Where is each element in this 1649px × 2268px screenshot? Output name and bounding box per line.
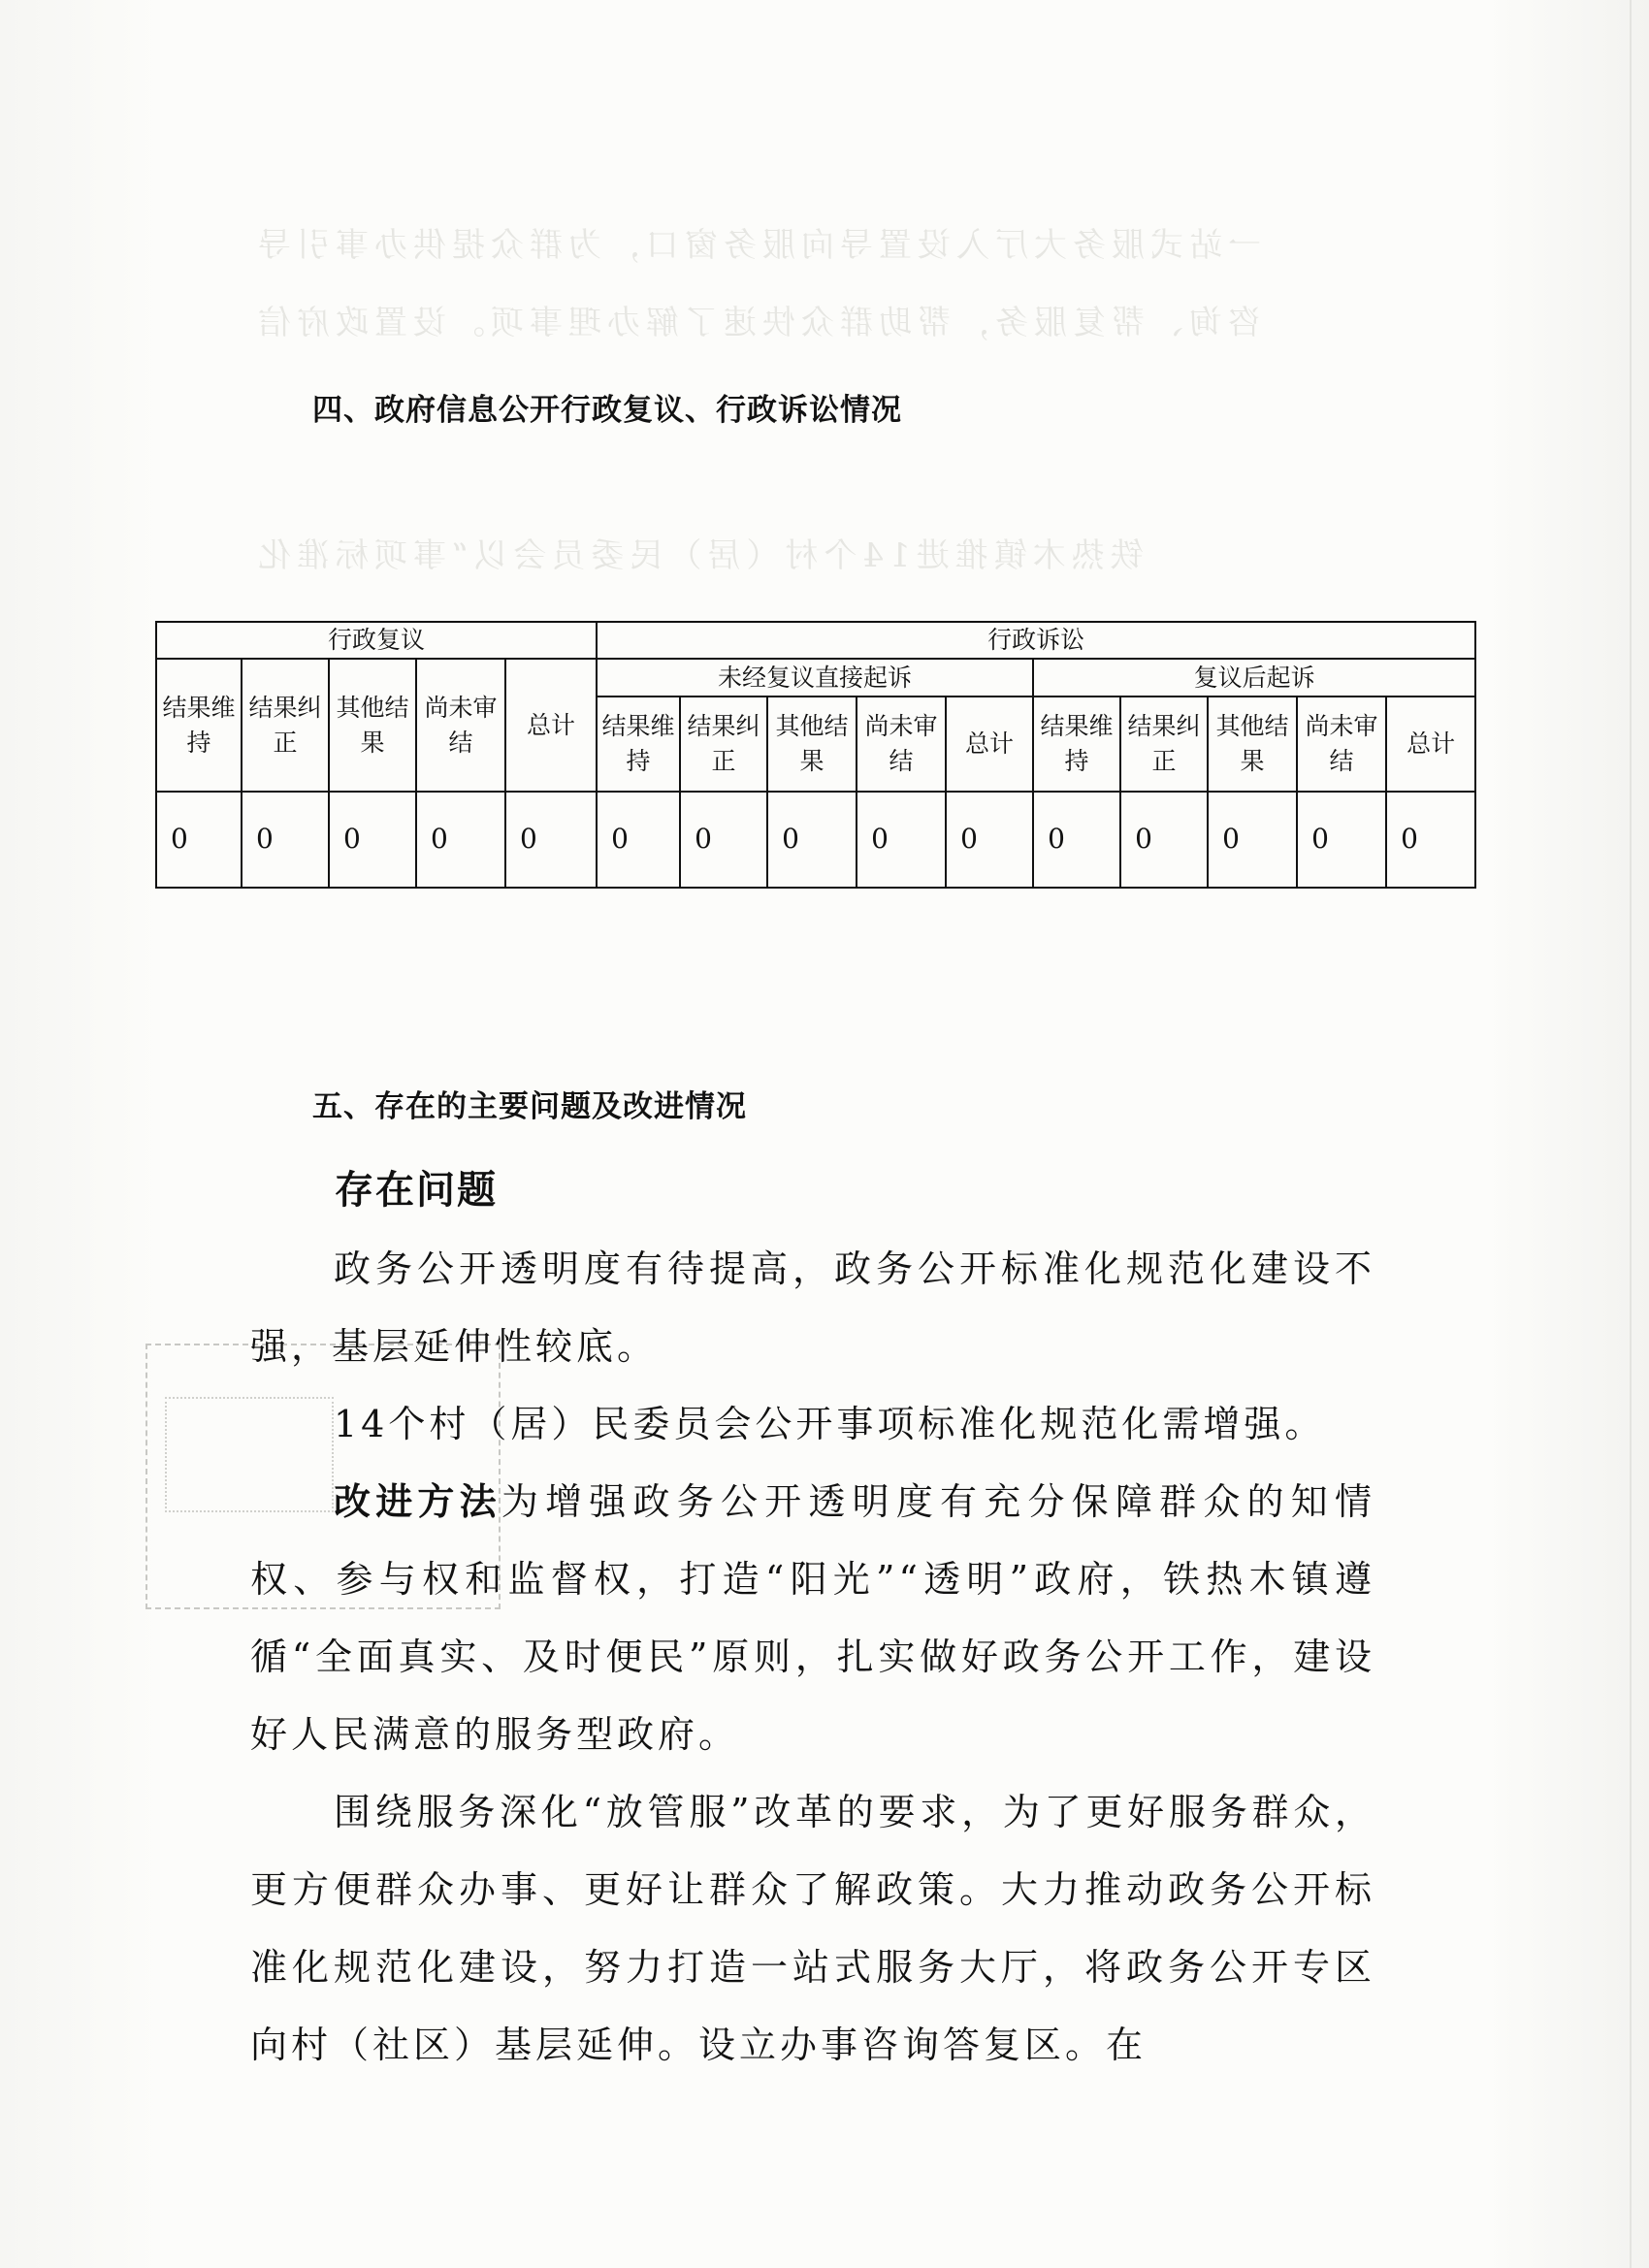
direct-corrected-header: 结果纠正 xyxy=(680,697,767,793)
review-corrected-header: 结果纠正 xyxy=(242,659,329,792)
table-cell: 0 xyxy=(1386,792,1475,888)
direct-total-header: 总计 xyxy=(946,697,1033,793)
after-total-header: 总计 xyxy=(1386,697,1475,793)
table-cell: 0 xyxy=(156,792,242,888)
paragraph-problem-2: 14个村（居）民委员会公开事项标准化规范化需增强。 xyxy=(334,1403,1326,1445)
paragraph-problem-1: 政务公开透明度有待提高，政务公开标准化规范化建设不强，基层延伸性较底。 xyxy=(250,1247,1375,1368)
paragraph-improvement xyxy=(250,1463,1375,1773)
table-cell: 0 xyxy=(1033,792,1120,888)
admin-litigation-header: 行政诉讼 xyxy=(597,622,1475,659)
after-pending-header: 尚未审结 xyxy=(1297,697,1386,793)
problems-subheading: 存在问题 xyxy=(335,1168,498,1213)
review-other-header: 其他结果 xyxy=(329,659,416,792)
improvement-lead: 改进方法 xyxy=(334,1480,501,1523)
direct-pending-header: 尚未审结 xyxy=(857,697,946,793)
direct-other-header: 其他结果 xyxy=(767,697,857,793)
after-upheld-header: 结果维持 xyxy=(1033,697,1120,793)
table-cell: 0 xyxy=(680,792,767,888)
table-header-row-1 xyxy=(156,622,1475,659)
section-4-heading: 四、政府信息公开行政复议、行政诉讼情况 xyxy=(312,393,902,428)
table-cell: 0 xyxy=(946,792,1033,888)
direct-upheld-header: 结果维持 xyxy=(597,697,680,793)
table-cell: 0 xyxy=(416,792,505,888)
bleed-through-text: 一站式服务大厅入设置导向服务窗口，为群众提供办事引导 xyxy=(252,226,1261,265)
table-cell: 0 xyxy=(505,792,597,888)
table-cell: 0 xyxy=(329,792,416,888)
bleed-through-text: 铁热木镇推进14个村（居）民委员会以“事项标准化 xyxy=(252,536,1144,575)
table-cell: 0 xyxy=(857,792,946,888)
direct-suit-header: 未经复议直接起诉 xyxy=(597,659,1033,696)
table-cell: 0 xyxy=(1208,792,1297,888)
table-row xyxy=(156,792,1475,888)
review-pending-header: 尚未审结 xyxy=(416,659,505,792)
after-review-suit-header: 复议后起诉 xyxy=(1033,659,1475,696)
table-cell: 0 xyxy=(1120,792,1208,888)
after-corrected-header: 结果纠正 xyxy=(1120,697,1208,793)
table-header-row-2 xyxy=(156,659,1475,696)
page-edge xyxy=(1630,0,1632,2268)
table-cell: 0 xyxy=(767,792,857,888)
paragraph-service: 围绕服务深化“放管服”改革的要求，为了更好服务群众，更方便群众办事、更好让群众了解政策。大力推动政务公开标准化规范化建设，努力打造一站式服务大厅，将政务公开专区向村（社区）基层延伸。设立办事咨询答复区。在 xyxy=(250,1791,1375,2066)
section-5-heading: 五、存在的主要问题及改进情况 xyxy=(312,1089,747,1124)
review-upheld-header: 结果维持 xyxy=(156,659,242,792)
table-cell: 0 xyxy=(242,792,329,888)
after-other-header: 其他结果 xyxy=(1208,697,1297,793)
review-litigation-table xyxy=(155,621,1476,889)
admin-review-header: 行政复议 xyxy=(156,622,597,659)
review-total-header: 总计 xyxy=(505,659,597,792)
table-cell: 0 xyxy=(1297,792,1386,888)
table-cell: 0 xyxy=(597,792,680,888)
bleed-through-text: 咨询、帮复服务，帮助群众快速了解办理事项。设置政府信 xyxy=(252,304,1261,342)
improvement-text: 为增强政务公开透明度有充分保障群众的知情权、参与权和监督权，打造“阳光”“透明”政府，铁热木镇遵循“全面真实、及时便民”原则，扎实做好政务公开工作，建设好人民满意的服务型政府。 xyxy=(250,1480,1375,1756)
